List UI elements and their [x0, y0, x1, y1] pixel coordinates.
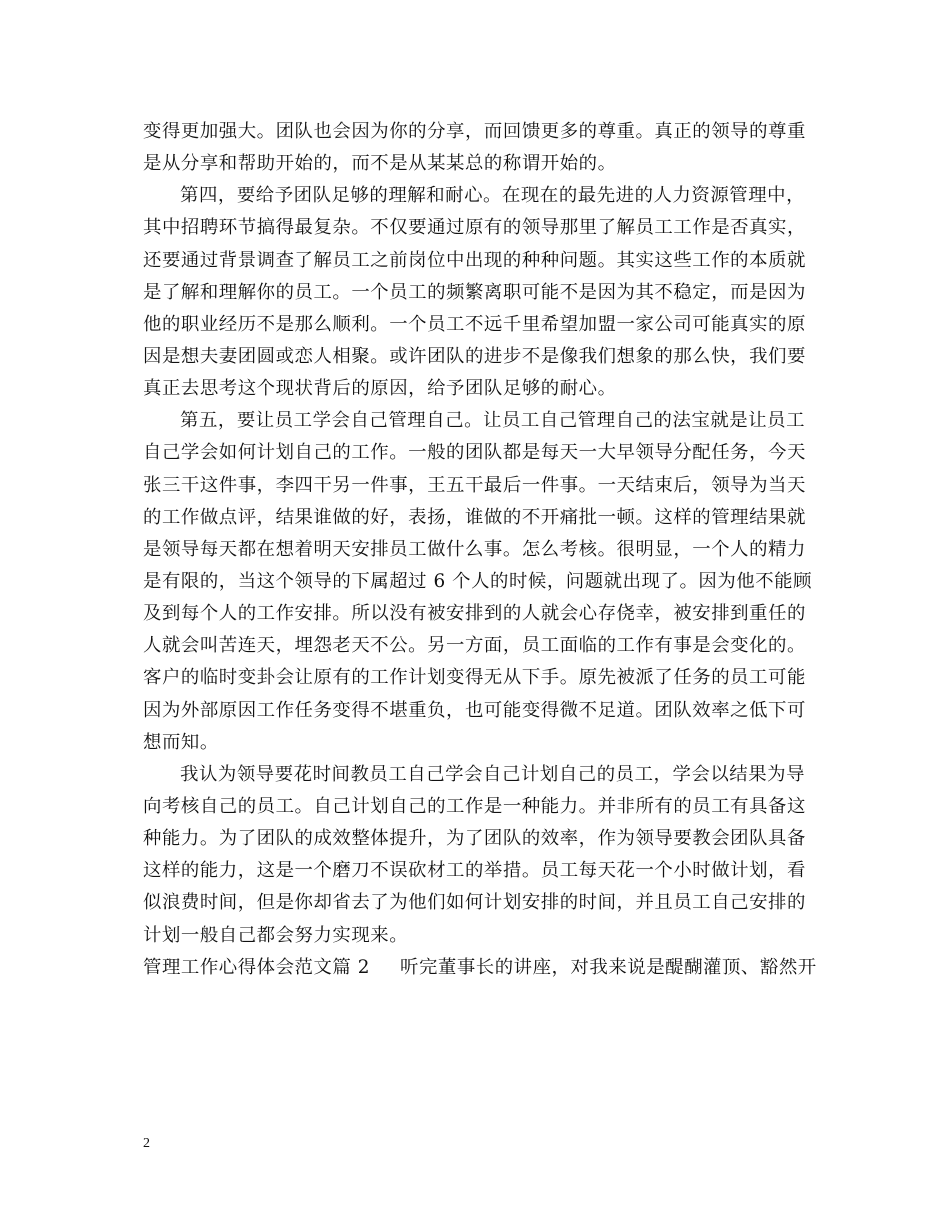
text-line: 因是想夫妻团圆或恋人相聚。或许团队的进步不是像我们想象的那么快，我们要	[143, 345, 806, 367]
text-line: 种能力。为了团队的成效整体提升，为了团队的效率，作为领导要教会团队具备	[143, 828, 806, 850]
text-line: 想而知。	[143, 731, 219, 753]
paragraph-start-line: 第五，要让员工学会自己管理自己。让员工自己管理自己的法宝就是让员工	[180, 410, 806, 432]
text-line: 因为外部原因工作任务变得不堪重负，也可能变得微不足道。团队效率之低下可	[143, 699, 806, 721]
text-line: 是了解和理解你的员工。一个员工的频繁离职可能不是因为其不稳定，而是因为	[143, 281, 806, 303]
text-line: 是领导每天都在想着明天安排员工做什么事。怎么考核。很明显，一个人的精力	[143, 538, 806, 560]
text-line: 真正去思考这个现状背后的原因，给予团队足够的耐心。	[143, 378, 617, 400]
section-heading-continuation: 听完董事长的讲座，对我来说是醍醐灌顶、豁然开	[400, 956, 817, 978]
text-line: 是从分享和帮助开始的，而不是从某某总的称谓开始的。	[143, 153, 617, 175]
text-line: 客户的临时变卦会让原有的工作计划变得无从下手。原先被派了任务的员工可能	[143, 667, 806, 689]
text-line: 变得更加强大。团队也会因为你的分享，而回馈更多的尊重。真正的领导的尊重	[143, 121, 806, 142]
text-line: 的工作做点评，结果谁做的好，表扬，谁做的不开痛批一顿。这样的管理结果就	[143, 506, 806, 528]
text-line: 自己学会如何计划自己的工作。一般的团队都是每天一大早领导分配任务，今天	[143, 442, 806, 464]
text-line: 及到每个人的工作安排。所以没有被安排到的人就会心存侥幸，被安排到重任的	[143, 603, 806, 625]
text-line: 其中招聘环节搞得最复杂。不仅要通过原有的领导那里了解员工工作是否真实，	[143, 217, 806, 239]
text-line: 似浪费时间，但是你却省去了为他们如何计划安排的时间，并且员工自己安排的	[143, 892, 806, 914]
paragraph-start-line: 第四，要给予团队足够的理解和耐心。在现在的最先进的人力资源管理中，	[180, 185, 806, 207]
text-line: 他的职业经历不是那么顺利。一个员工不远千里希望加盟一家公司可能真实的原	[143, 313, 806, 335]
text-line: 还要通过背景调查了解员工之前岗位中出现的种种问题。其实这些工作的本质就	[143, 249, 806, 271]
page-number: 2	[143, 1136, 150, 1151]
section-heading-line	[143, 952, 817, 984]
text-line: 计划一般自己都会努力实现来。	[143, 924, 409, 946]
body-text	[143, 116, 817, 984]
section-heading-title: 管理工作心得体会范文篇 2	[143, 956, 370, 978]
text-line: 张三干这件事，李四干另一件事，王五干最后一件事。一天结束后，领导为当天	[143, 474, 806, 496]
text-line: 是有限的，当这个领导的下属超过 6 个人的时候，问题就出现了。因为他不能顾	[143, 570, 813, 592]
text-line: 这样的能力，这是一个磨刀不误砍材工的举措。员工每天花一个小时做计划，看	[143, 860, 806, 882]
paragraph-start-line: 我认为领导要花时间教员工自己学会自己计划自己的员工，学会以结果为导	[180, 763, 806, 785]
text-line: 人就会叫苦连天，埋怨老天不公。另一方面，员工面临的工作有事是会变化的。	[143, 635, 806, 657]
text-line: 向考核自己的员工。自己计划自己的工作是一种能力。并非所有的员工有具备这	[143, 795, 806, 817]
